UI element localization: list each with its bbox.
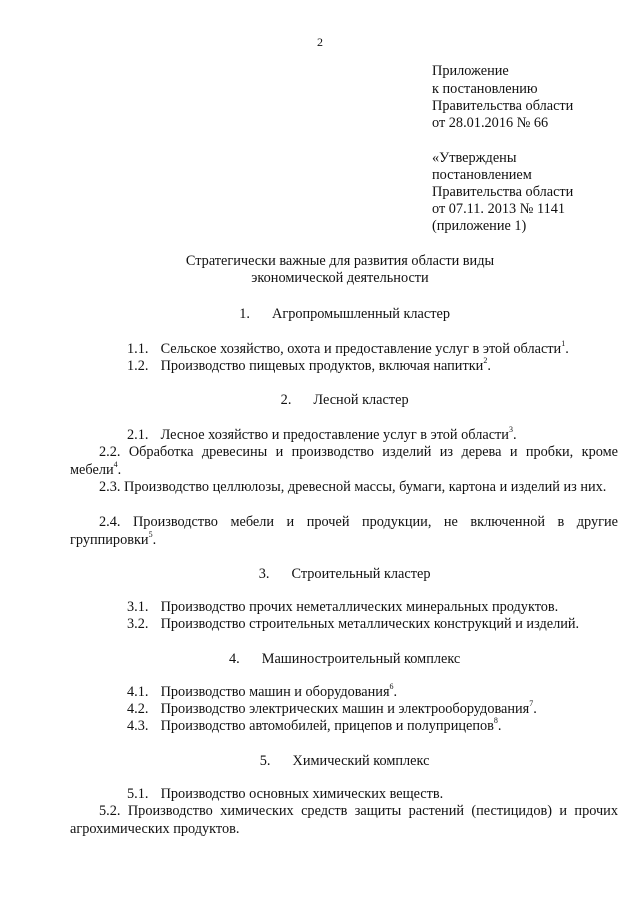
list-item <box>70 357 618 375</box>
section-title: Строительный кластер <box>291 566 431 582</box>
item-tail: . <box>152 532 157 548</box>
list-item <box>70 478 618 496</box>
approved-line: (приложение 1) <box>432 218 527 234</box>
footnote-ref: 8 <box>493 715 498 725</box>
section-number: 5. <box>259 753 271 769</box>
item-number: 2.3. <box>99 479 121 495</box>
footnote-ref: 6 <box>389 681 394 691</box>
approved-line: «Утверждены <box>432 150 517 166</box>
document-title-line1: Стратегически важные для развития области виды <box>185 253 495 269</box>
appendix-line: от 28.01.2016 № 66 <box>432 115 549 131</box>
item-text: Обработка древесины и производство изделий из дерева и пробки, кроме мебели <box>70 444 618 478</box>
item-number: 5.1. <box>127 786 149 802</box>
item-number: 5.2. <box>99 803 121 819</box>
item-number: 3.1. <box>127 599 149 615</box>
list-item <box>70 700 618 718</box>
footnote-ref: 1 <box>561 338 566 348</box>
section-heading <box>140 565 540 583</box>
footnote-ref: 3 <box>508 424 513 434</box>
item-number: 1.2. <box>127 358 149 374</box>
section-number: 3. <box>258 566 270 582</box>
footnote-ref: 5 <box>148 529 153 539</box>
item-tail: . <box>565 341 569 357</box>
footnote-ref: 2 <box>483 355 488 365</box>
section-title: Машиностроительный комплекс <box>261 651 461 667</box>
list-item <box>70 683 618 701</box>
item-text: Производство химических средств защиты растений (пестицидов) и прочих агрохимических продуктов. <box>70 803 618 837</box>
item-text: Производство автомобилей, прицепов и полуприцепов <box>160 718 494 734</box>
item-text: Производство электрических машин и электрооборудования <box>160 701 530 717</box>
item-tail: . <box>512 427 517 443</box>
section-number: 4. <box>229 651 240 667</box>
footnote-ref: 4 <box>113 459 118 469</box>
item-number: 4.3. <box>127 718 149 734</box>
item-number: 2.4. <box>99 514 121 530</box>
section-heading <box>140 752 540 770</box>
item-text: Производство строительных металлических конструкций и изделий. <box>160 616 580 632</box>
item-text: Производство основных химических веществ. <box>160 786 444 802</box>
item-number: 2.1. <box>127 427 149 443</box>
item-text: Производство машин и оборудования <box>160 684 390 700</box>
item-text: Лесное хозяйство и предоставление услуг в этой области <box>160 427 509 443</box>
item-tail: . <box>487 358 491 374</box>
list-item <box>70 598 618 616</box>
item-tail: . <box>497 718 502 734</box>
list-item <box>70 426 618 444</box>
item-text: Производство прочих неметаллических минеральных продуктов. <box>160 599 559 615</box>
page-number: 2 <box>317 35 323 49</box>
section-number: 2. <box>280 392 292 408</box>
document-title-line2: экономической деятельности <box>251 270 429 286</box>
item-text: Производство пищевых продуктов, включая напитки <box>160 358 484 374</box>
approved-line: Правительства области <box>432 184 574 200</box>
item-tail: . <box>393 684 398 700</box>
section-heading <box>140 391 540 409</box>
item-tail: . <box>117 462 122 478</box>
item-text: Сельское хозяйство, охота и предоставление услуг в этой области <box>160 341 562 357</box>
list-item <box>70 340 618 358</box>
list-item <box>70 513 618 549</box>
item-text: Производство мебели и прочей продукции, не включенной в другие группировки <box>70 514 619 548</box>
appendix-line: Правительства области <box>432 98 574 114</box>
appendix-line: Приложение <box>432 63 509 79</box>
section-title: Химический комплекс <box>292 753 430 769</box>
item-number: 4.2. <box>127 701 149 717</box>
item-number: 4.1. <box>127 684 149 700</box>
section-title: Агропромышленный кластер <box>272 306 450 322</box>
section-number: 1. <box>239 306 251 322</box>
item-number: 2.2. <box>99 444 121 460</box>
item-number: 3.2. <box>127 616 149 632</box>
approved-line: постановлением <box>432 167 532 183</box>
approved-line: от 07.11. 2013 № 1141 <box>432 201 566 217</box>
footnote-ref: 7 <box>529 698 534 708</box>
section-title: Лесной кластер <box>313 392 409 408</box>
list-item <box>70 802 618 838</box>
section-heading <box>140 650 540 668</box>
list-item <box>70 785 618 803</box>
item-tail: . <box>533 701 537 717</box>
list-item <box>70 615 618 633</box>
item-number: 1.1. <box>127 341 149 357</box>
list-item <box>70 717 618 735</box>
list-item <box>70 443 618 479</box>
appendix-line: к постановлению <box>432 81 538 97</box>
item-text: Производство целлюлозы, древесной массы, бумаги, картона и изделий из них. <box>124 479 607 495</box>
section-heading <box>140 305 540 323</box>
